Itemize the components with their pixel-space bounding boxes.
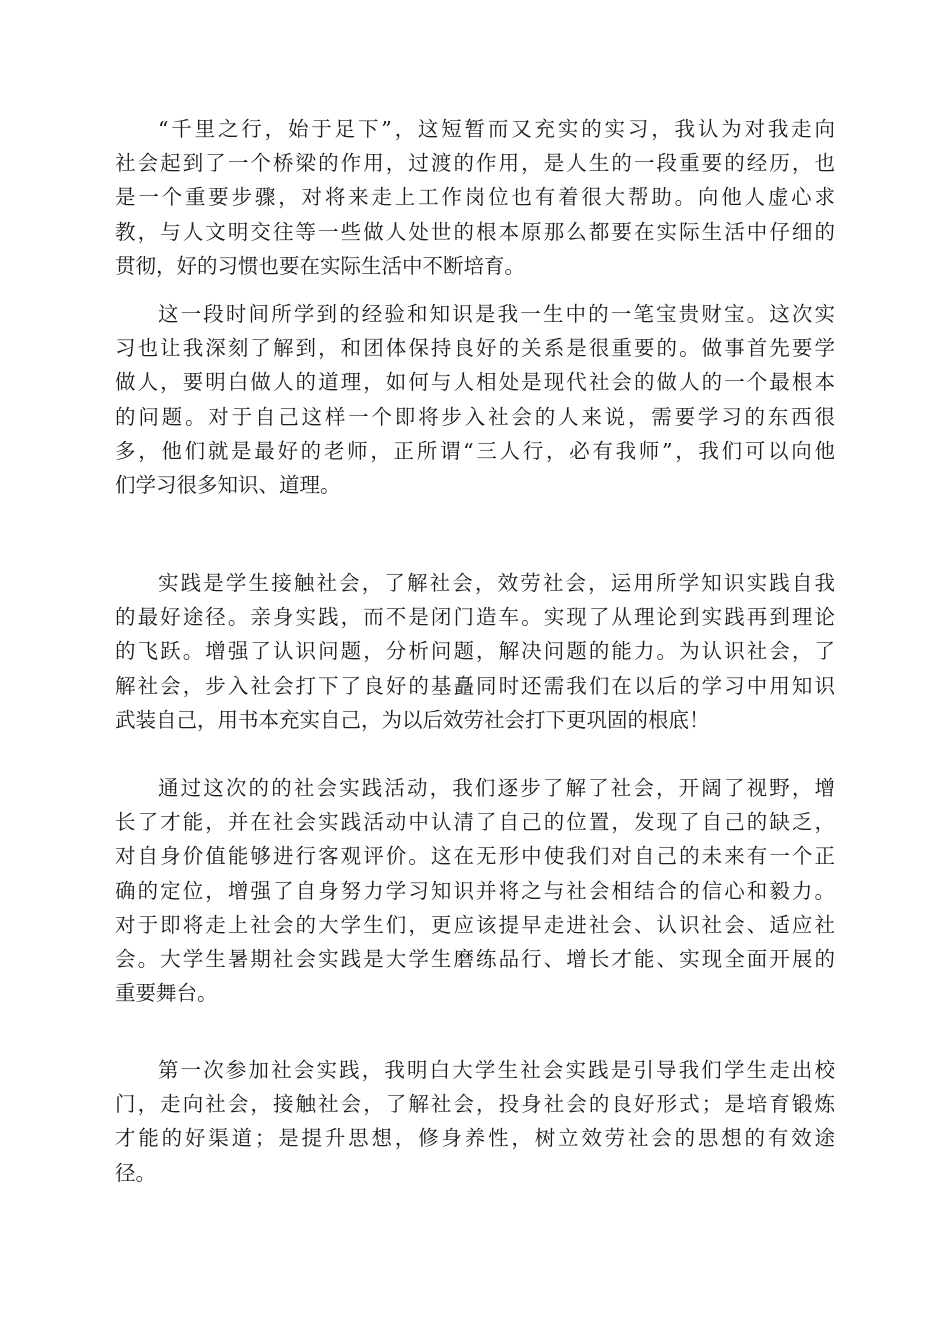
text-line: 这一段时间所学到的经验和知识是我一生中的一笔宝贵财宝。这次实: [158, 302, 835, 326]
text-line: 对自身价值能够进行客观评价。这在无形中使我们对自己的未来有一个正: [115, 844, 835, 869]
text-line: 解社会，步入社会打下了良好的基矗同时还需我们在以后的学习中用知识: [115, 673, 835, 698]
text-line: 的最好途径。亲身实践，而不是闭门造车。实现了从理论到实践再到理论: [115, 605, 835, 630]
text-line: 门，走向社会，接触社会，了解社会，投身社会的良好形式；是培育锻炼: [115, 1092, 835, 1117]
text-line: 教，与人文明交往等一些做人处世的根本原那么都要在实际生活中仔细的: [115, 219, 835, 244]
paragraph-3: [115, 566, 835, 737]
text-line: 的飞跃。增强了认识问题，分析问题，解决问题的能力。为认识社会，了: [115, 639, 835, 664]
text-line: 确的定位，增强了自身努力学习知识并将之与社会相结合的信心和毅力。: [115, 878, 835, 903]
text-line: 武装自己，用书本充实自己，为以后效劳社会打下更巩固的根底！: [115, 707, 710, 732]
text-line: 的问题。对于自己这样一个即将步入社会的人来说，需要学习的东西很: [115, 404, 835, 429]
text-line: 长了才能，并在社会实践活动中认清了自己的位置，发现了自己的缺乏，: [115, 810, 835, 835]
text-line: 贯彻，好的习惯也要在实际生活中不断培育。: [115, 253, 525, 278]
text-line: 对于即将走上社会的大学生们，更应该提早走进社会、认识社会、适应社: [115, 912, 835, 937]
text-line: 通过这次的的社会实践活动，我们逐步了解了社会，开阔了视野，增: [158, 776, 835, 800]
text-line: 社会起到了一个桥梁的作用，过渡的作用，是人生的一段重要的经历，也: [115, 151, 835, 176]
paragraph-2: [115, 297, 835, 502]
text-line: 是一个重要步骤，对将来走上工作岗位也有着很大帮助。向他人虚心求: [115, 185, 835, 210]
text-line: 径。: [115, 1160, 156, 1185]
text-line: 第一次参加社会实践，我明白大学生社会实践是引导我们学生走出校: [158, 1058, 835, 1082]
text-line: 做人，要明白做人的道理，如何与人相处是现代社会的做人的一个最根本: [115, 370, 835, 395]
text-line: 会。大学生暑期社会实践是大学生磨练品行、增长才能、实现全面开展的: [115, 947, 835, 972]
paragraph-4: [115, 771, 835, 1010]
text-line: 实践是学生接触社会，了解社会，效劳社会，运用所学知识实践自我: [158, 571, 835, 595]
text-line: 们学习很多知识、道理。: [115, 473, 341, 498]
text-line: “千里之行，始于足下”，这短暂而又充实的实习，我认为对我走向: [158, 117, 835, 141]
text-line: 多，他们就是最好的老师，正所谓“三人行，必有我师”，我们可以向他: [115, 438, 835, 463]
text-line: 才能的好渠道；是提升思想，修身养性，树立效劳社会的思想的有效途: [115, 1126, 835, 1151]
text-line: 重要舞台。: [115, 981, 218, 1006]
paragraph-1: [115, 112, 835, 283]
paragraph-5: [115, 1053, 835, 1190]
text-line: 习也让我深刻了解到，和团体保持良好的关系是很重要的。做事首先要学: [115, 336, 835, 361]
